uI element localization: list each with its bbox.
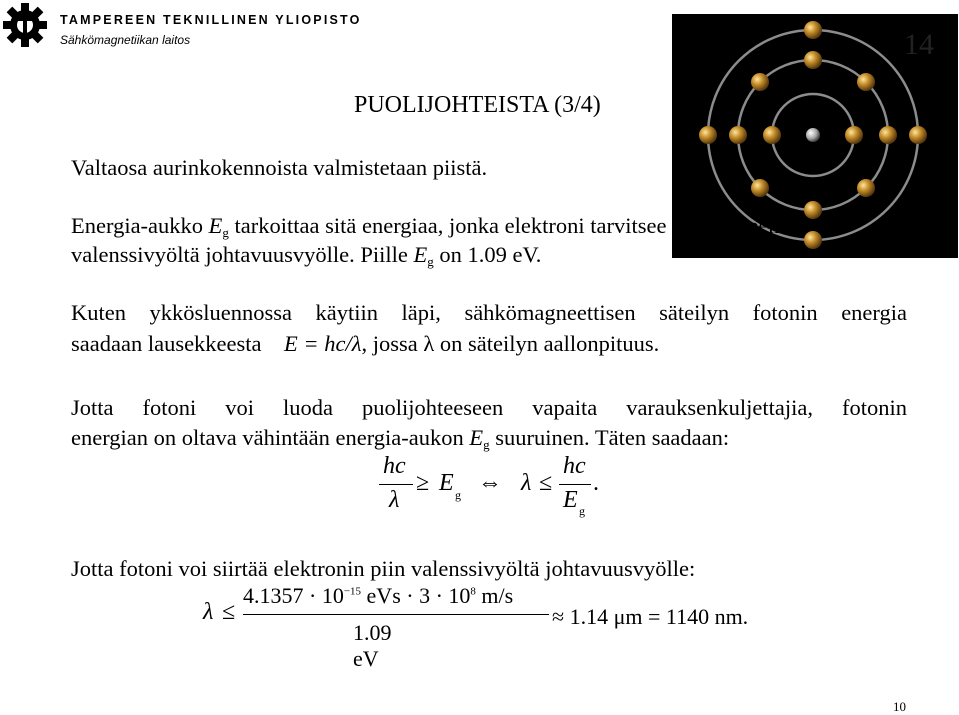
slide-title: PUOLIJOHTEISTA (3/4) xyxy=(354,92,601,118)
paragraph-4-line-1: Jotta fotoni voi luoda puolijohteeseen vapaita varauksenkuljettajia, fotonin xyxy=(71,395,907,420)
paragraph-5: Jotta fotoni voi siirtää elektronin piin valenssivyöltä johtavuusvyölle: xyxy=(71,556,696,581)
paragraph-3-line-1: Kuten ykkösluennossa käytiin läpi, sähkömagneettisen säteilyn fotonin energia xyxy=(71,300,907,325)
department-name: Sähkömagnetiikan laitos xyxy=(60,33,191,47)
paragraph-2-line-2: valenssivyöltä johtavuusvyölle. Piille $E_g$ on 1.09 eV. xyxy=(71,242,542,269)
university-logo-icon xyxy=(1,1,49,49)
svg-text:14: 14 xyxy=(904,28,934,61)
paragraph-3-line-2: saadaan lausekkeesta E = hc/λ, jossa λ on säteilyn aallonpituus. xyxy=(71,331,660,356)
photon-energy-formula: E = hc/λ xyxy=(284,331,362,356)
paragraph-1: Valtaosa aurinkokennoista valmistetaan piistä. xyxy=(71,155,488,180)
page-number: 10 xyxy=(893,699,906,714)
paragraph-2-line-1: Energia-aukko $E_g$ tarkoittaa sitä energiaa, jonka elektroni tarvitsee siirtyäkseen xyxy=(71,213,780,240)
paragraph-4-line-2: energian on oltava vähintään energia-aukon $E_g$ suuruinen. Täten saadaan: xyxy=(71,425,730,452)
university-name: TAMPEREEN TEKNILLINEN YLIOPISTO xyxy=(60,13,362,27)
